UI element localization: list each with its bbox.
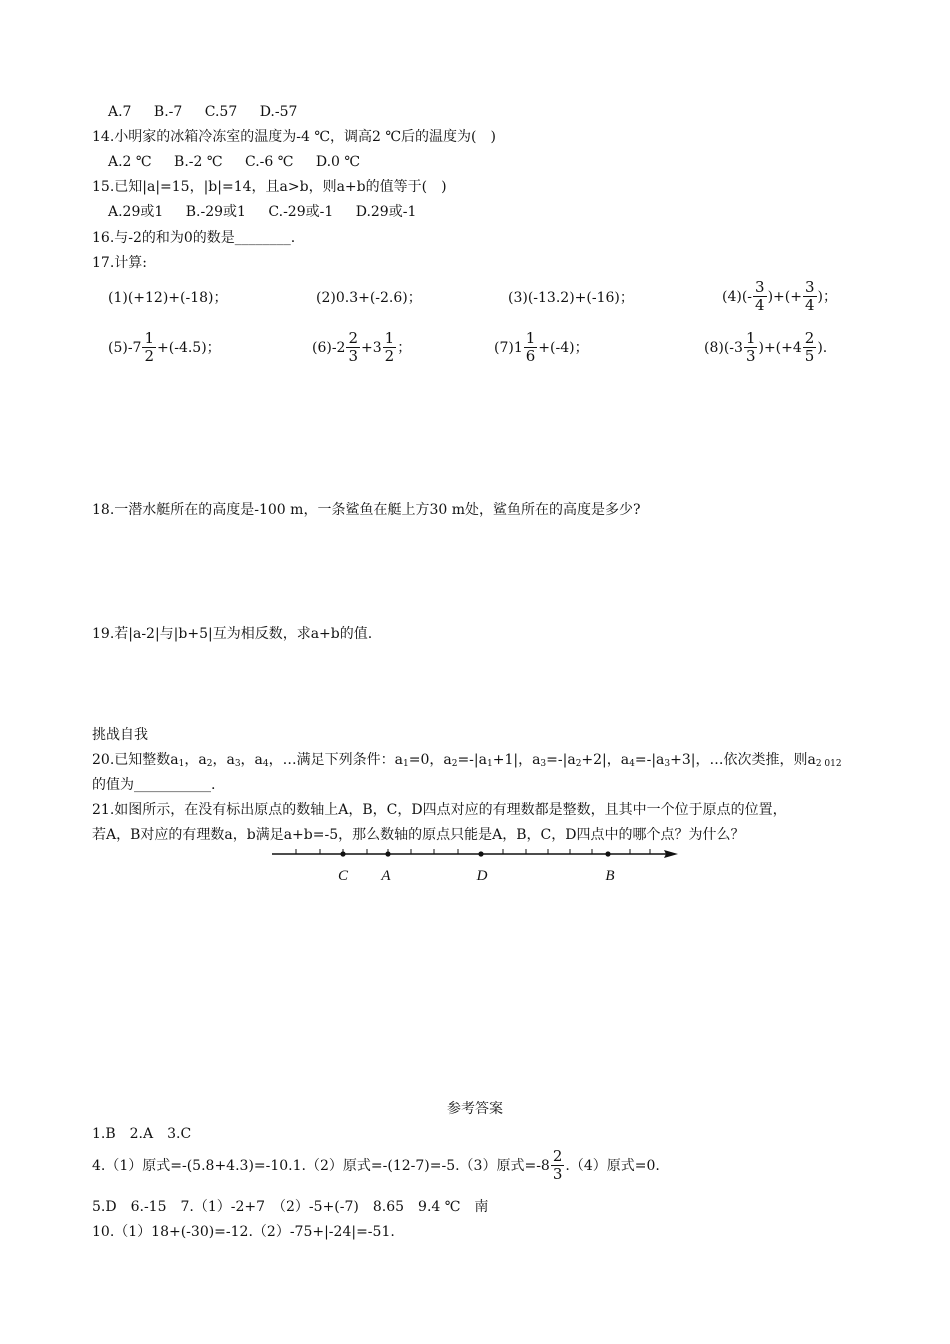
number-line-figure	[270, 838, 682, 888]
fraction: $\frac{1}{6}$	[525, 329, 536, 365]
section-challenge-heading: 挑战自我	[92, 727, 148, 743]
q13-option-b: B.-7	[153, 104, 183, 120]
answers-title: 参考答案	[447, 1101, 503, 1117]
fraction: $\frac{1}{2}$	[144, 329, 155, 365]
label-b: B	[605, 868, 615, 884]
point-c	[340, 851, 345, 856]
q13-options	[108, 102, 297, 122]
answers-line-3: 5.D 6.-15 7.（1）-2+7 （2）-5+(-7) 8.65 9.4 ℃ 南	[92, 1199, 489, 1215]
point-a	[385, 851, 390, 856]
q17-calc-5: (5)-7 $\frac{1}{2}$ +(-4.5)；	[108, 329, 221, 365]
q17-stem: 17.计算:	[92, 255, 147, 271]
q13-option-c: C.57	[204, 104, 238, 120]
q15-option-a: A.29或1	[108, 204, 164, 220]
q14-option-b: B.-2 ℃	[174, 154, 223, 170]
q19: 19.若|a-2|与|b+5|互为相反数，求a+b的值.	[92, 626, 373, 642]
q14-options	[108, 152, 360, 172]
label-c: C	[337, 868, 349, 884]
q15-option-c: C.-29或-1	[268, 204, 334, 220]
q17-calc-1: (1)(+12)+(-18)；	[108, 290, 228, 306]
fraction: $\frac{3}{4}$	[755, 278, 765, 314]
q18: 18.一潜水艇所在的高度是-100 m，一条鲨鱼在艇上方30 m处，鲨鱼所在的高度是多少?	[92, 502, 641, 518]
q17-calc-4: (4)(- $\frac{3}{4}$ )+(+ $\frac{3}{4}$ )；	[722, 278, 837, 314]
q20-line1: 20.已知整数$a_1$，$a_2$，$a_3$，$a_4$，…满足下列条件：$a_1=0$，$a_2=-|a_1+1|$，$a_3=-|a_2+2|$，$a_4=-|a_3+3|$，…依次类推，则$a_{2 012}$	[92, 752, 842, 769]
q21-line1: 21.如图所示，在没有标出原点的数轴上A，B，C，D四点对应的有理数都是整数，且其中一个位于原点的位置，	[92, 802, 787, 818]
q17-calc-8: (8)(-3 $\frac{1}{3}$ )+(+4 $\frac{2}{5}$ ).	[704, 329, 828, 365]
q14-option-a: A.2 ℃	[108, 154, 152, 170]
q17-calc-7: (7)1 $\frac{1}{6}$ +(-4)；	[494, 329, 589, 365]
fraction: $\frac{1}{2}$	[384, 329, 395, 365]
fraction: $\frac{2}{5}$	[804, 329, 815, 365]
q15-stem: 15.已知|a|=15，|b|=14，且a>b，则a+b的值等于( )	[92, 179, 447, 195]
q20-line2: 的值为___________.	[92, 777, 216, 793]
fraction: $\frac{2}{3}$	[552, 1147, 563, 1183]
q15-option-b: B.-29或1	[185, 204, 246, 220]
q17-calc-6: (6)-2 $\frac{2}{3}$ +3 $\frac{1}{2}$ ；	[312, 329, 412, 365]
q15-option-d: D.29或-1	[355, 204, 417, 220]
label-d: D	[476, 868, 488, 884]
fraction: $\frac{3}{4}$	[804, 278, 815, 314]
point-d	[478, 851, 483, 856]
q17-calc-3: (3)(-13.2)+(-16)；	[508, 290, 634, 306]
answers-line-2: 4.（1）原式=-(5.8+4.3)=-10.1.（2）原式=-(12-7)=-5.（3）原式=-8 $\frac{2}{3}$ .（4）原式=0.	[92, 1147, 660, 1183]
answers-line-1: 1.B 2.A 3.C	[92, 1126, 192, 1142]
q21-line2: 若A，B对应的有理数a，b满足a+b=-5，那么数轴的原点只能是A，B，C，D四点中的哪个点？为什么？	[92, 827, 745, 843]
q16: 16.与-2的和为0的数是________.	[92, 230, 296, 246]
q15-options	[108, 202, 416, 222]
answers-line-4: 10.（1）18+(-30)=-12.（2）-75+|-24|=-51.	[92, 1224, 395, 1240]
q13-option-d: D.-57	[259, 104, 298, 120]
fraction: $\frac{2}{3}$	[348, 329, 359, 365]
fraction: $\frac{1}{3}$	[745, 329, 756, 365]
q13-option-a: A.7	[108, 104, 132, 120]
q14-option-d: D.0 ℃	[315, 154, 361, 170]
q17-calc-2: (2)0.3+(-2.6)；	[316, 290, 422, 306]
q14-stem: 14.小明家的冰箱冷冻室的温度为-4 ℃，调高2 ℃后的温度为( )	[92, 129, 496, 145]
point-b	[605, 851, 610, 856]
arrow-right-icon	[664, 850, 678, 858]
q14-option-c: C.-6 ℃	[245, 154, 294, 170]
label-a: A	[381, 868, 391, 884]
